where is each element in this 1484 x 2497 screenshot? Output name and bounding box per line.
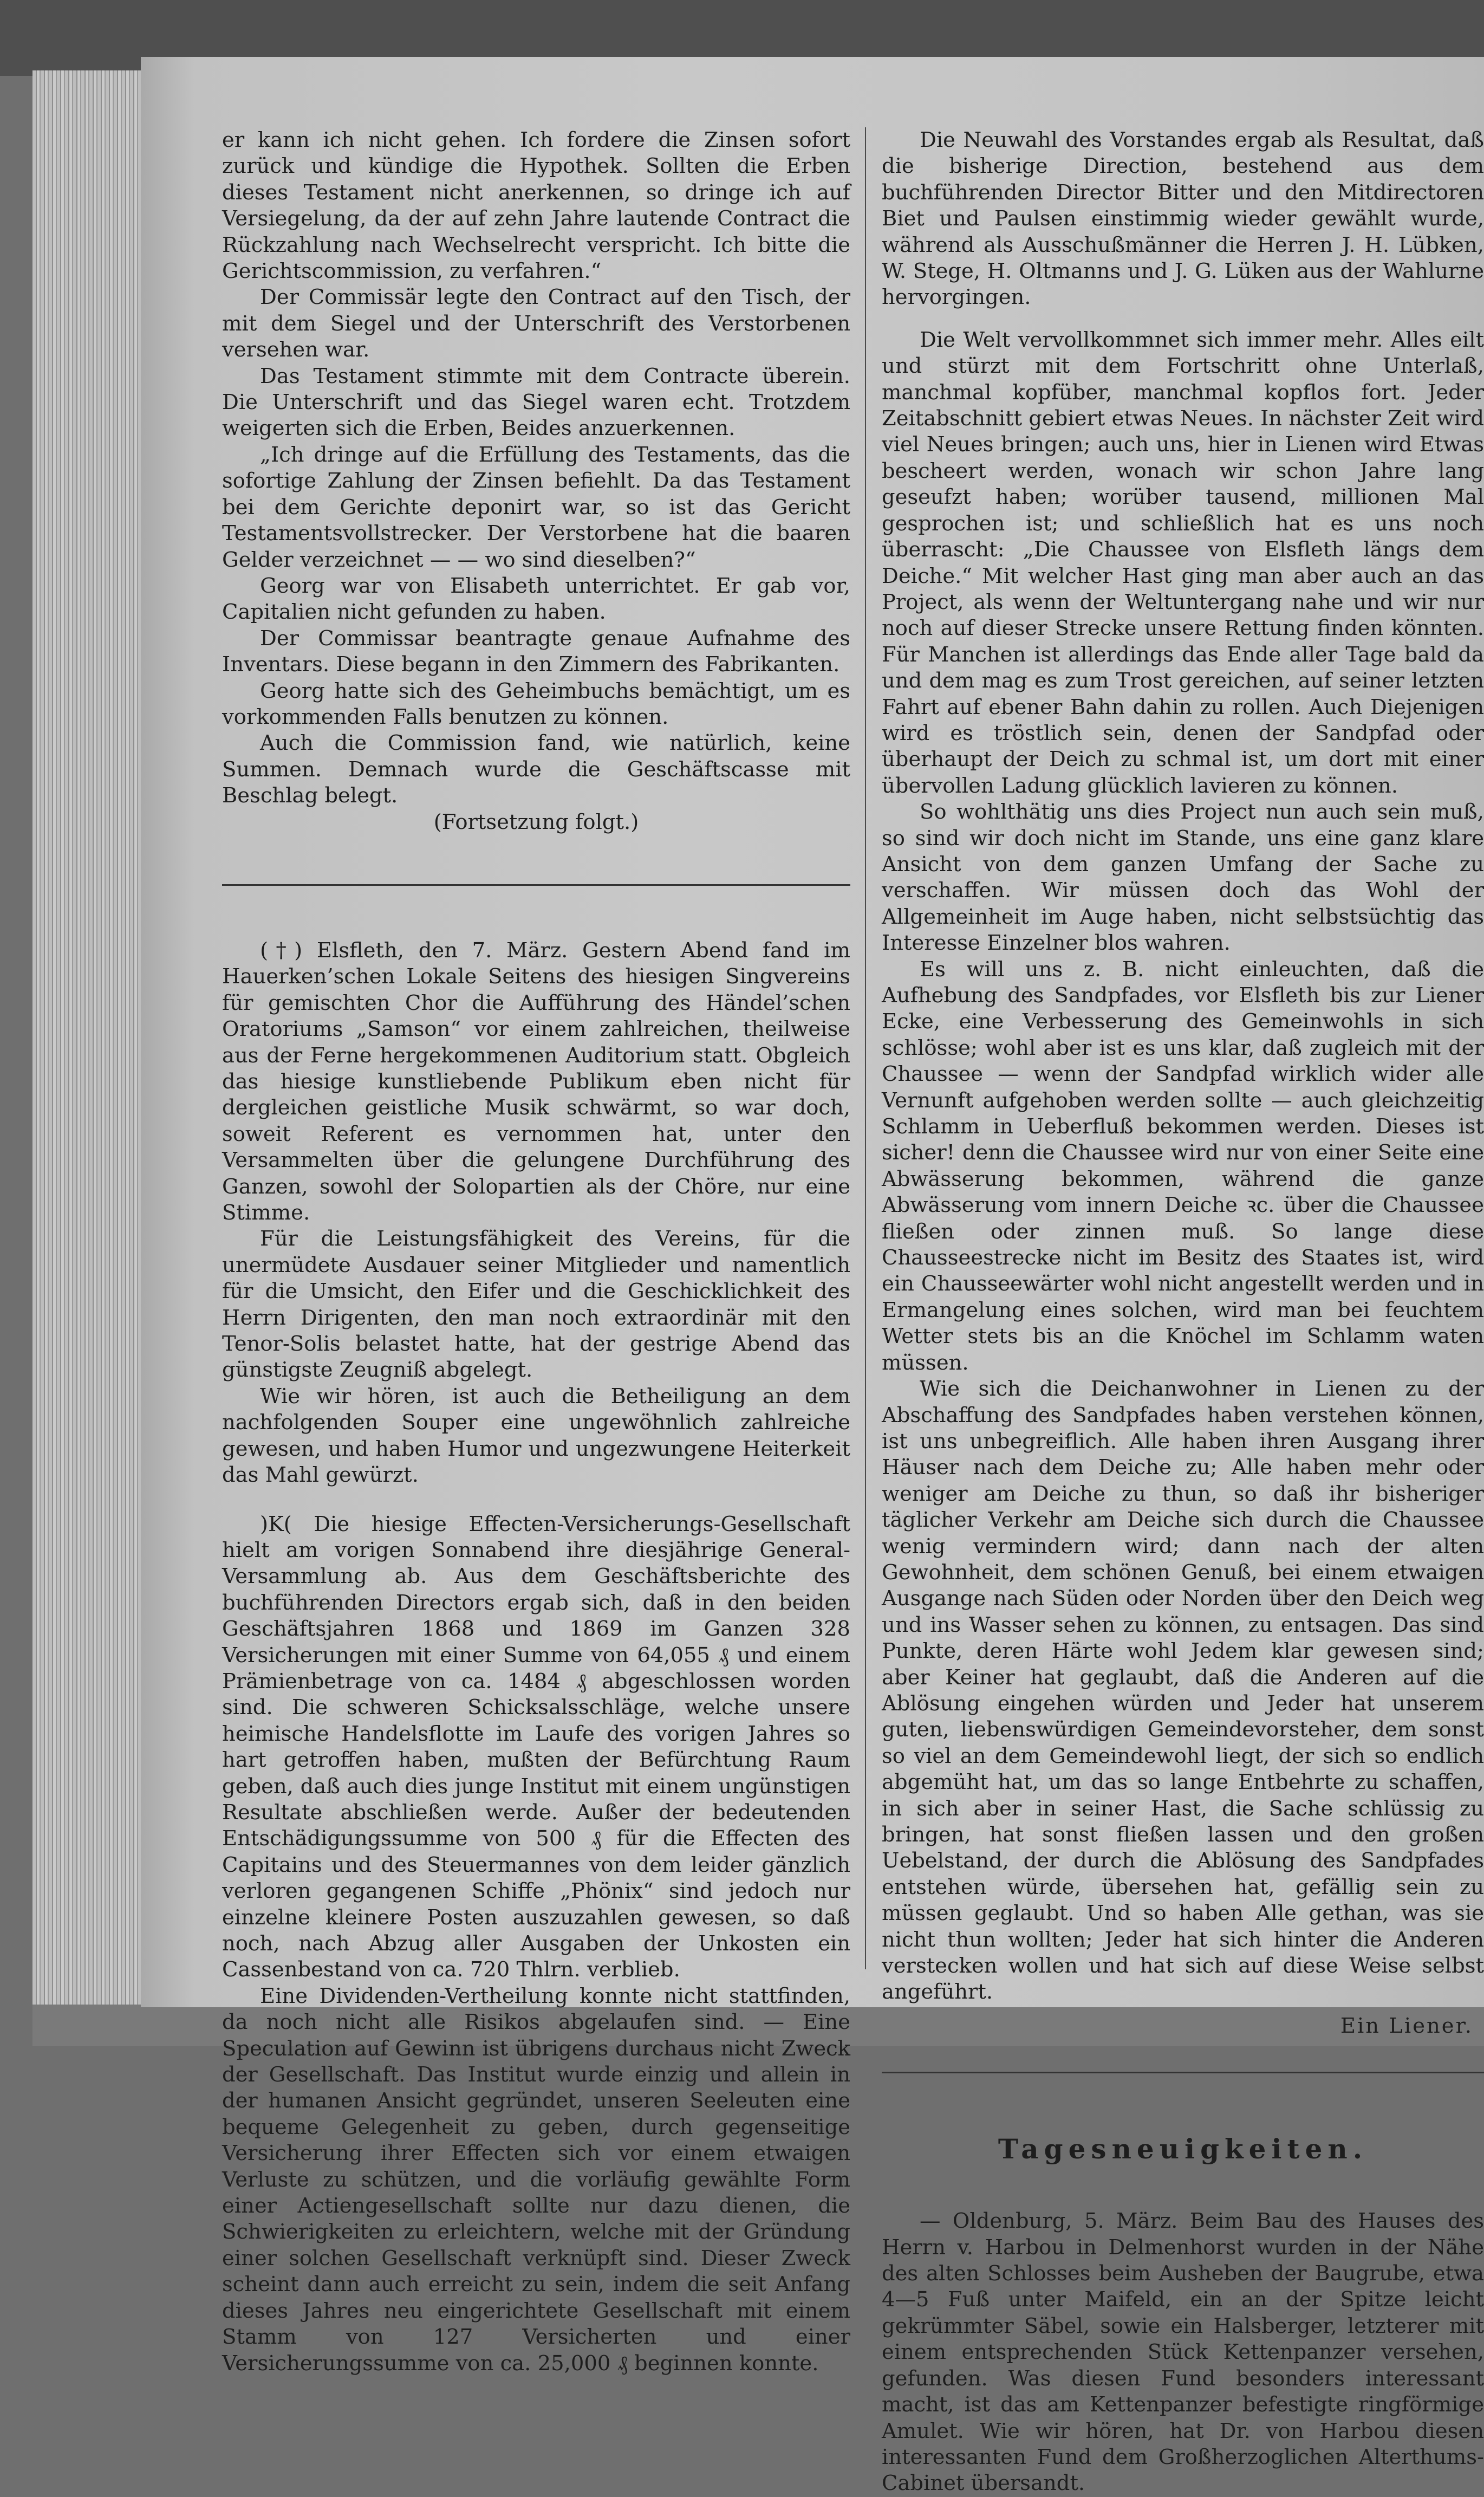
vorstand-paragraph: Die Neuwahl des Vorstandes ergab als Resultat, daß die bisherige Direction, bestehend aus dem buchführenden Director Bitter und den Mitdirectoren Biet und Paulsen einstimmig wieder gewählt wurde, während als Ausschußmänner die Herren J. H. Lübken, W. Stege, H. Oltmanns und J. G. Lüken aus der Wahlurne hervorgingen.	[882, 128, 1484, 310]
author-signature: Ein Liener.	[1340, 2013, 1473, 2038]
effecten-article	[222, 1512, 850, 2377]
section-divider	[882, 2072, 1484, 2073]
chaussee-paragraph: Die Welt vervollkommnet sich immer mehr. Alles eilt und stürzt mit dem Fortschritt ohne Unterlaß, manchmal kopfüber, manchmal kopflos fort. Jeder Zeitabschnitt gebiert etwas Neues. In nächster Zeit wird viel Neues bringen; auch uns, hier in Lienen wird Etwas bescheert werden, wonach wir schon Jahre lang geseufzt haben; worüber tausend, millionen Mal gesprochen ist; und schließlich hat es uns noch überrascht: „Die Chaussee von Elsfleth längs dem Deiche.“ Mit welcher Hast ging man aber auch an das Project, als wenn der Weltuntergang nahe und wir nur noch auf dieser Strecke unsere Rettung finden könnten. Für Manchen ist allerdings das Ende aller Tage bald da und dem mag es zum Trost gereichen, auf seiner letzten Fahrt auf ebener Bahn dahin zu rollen. Auch Diejenigen wird es tröstlich sein, denen der Sandpfad oder überhaupt der Deich zu schmal ist, um dort mit einer übervollen Ladung glücklich lavieren zu können.	[882, 327, 1484, 798]
right-column	[882, 127, 1484, 2497]
section-heading: Tagesneuigkeiten.	[998, 2133, 1368, 2165]
story-paragraph: er kann ich nicht gehen. Ich fordere die Zinsen sofort zurück und kündige die Hypothek. Sollten die Erben dieses Testament nicht anerkennen, so dringe ich auf Versiegelung, da der auf zehn Jahre lautende Contract die Rückzahlung nach Wechselrecht verspricht. Ich bitte die Gerichtscommission, zu verfahren.“	[222, 128, 850, 284]
chaussee-article	[882, 327, 1484, 2039]
story-paragraph: Auch die Commission fand, wie natürlich, keine Summen. Demnach wurde die Geschäftscasse mit Beschlag belegt.	[222, 731, 850, 808]
newspaper-page	[141, 57, 1484, 2496]
book-page-edges	[32, 70, 142, 2015]
story-paragraph: Georg war von Elisabeth unterrichtet. Er gab vor, Capitalien nicht gefunden zu haben.	[222, 573, 850, 625]
oldenburg-paragraph: — Oldenburg, 5. März. Beim Bau des Hauses des Herrn v. Harbou in Delmenhorst wurden in der Nähe des alten Schlosses beim Ausheben der Baugrube, etwa 4—5 Fuß unter Maifeld, ein an der Spitze leicht gekrümmter Säbel, sowie ein Halsberger, letzterer mit einem entsprechenden Stück Kettenpanzer versehen, gefunden. Was diesen Fund besonders interessant macht, ist das am Kettenpanzer befestigte ringförmige Amulet. Wie wir hören, hat Dr. von Harbou diesen interessanten Fund dem Großherzoglichen Alterthums-Cabinet übersandt.	[882, 2209, 1484, 2496]
left-column	[222, 127, 850, 2377]
effecten-paragraph: Eine Dividenden-Vertheilung konnte nicht stattfinden, da noch nicht alle Risikos abgelaufen sind. — Eine Speculation auf Gewinn ist übrigens durchaus nicht Zweck der Gesellschaft. Das Institut wurde einzig und allein in der humanen Ansicht gegründet, unseren Seeleuten eine bequeme Gelegenheit zu geben, durch gegenseitige Versicherung ihrer Effecten sich vor einem etwaigen Verluste zu schützen, und die vorläufig gewählte Form einer Actiengesellschaft sollte nur dazu dienen, die Schwierigkeiten zu erleichtern, welche mit der Gründung einer solchen Gesellschaft verknüpft sind. Dieser Zweck scheint dann auch erreicht zu sein, indem die seit Anfang dieses Jahres neu eingerichtete Gesellschaft mit einem Stamm von 127 Versicherten und einer Versicherungssumme von ca. 25,000 ₰ beginnen konnte.	[222, 1983, 850, 2376]
chaussee-paragraph: Wie sich die Deichanwohner in Lienen zu der Abschaffung des Sandpfades haben verstehen können, ist uns unbegreiflich. Alle haben ihren Ausgang ihrer Häuser nach dem Deiche zu; Alle haben mehr oder weniger am Deiche zu thun, so daß ihr bisheriger täglicher Verkehr am Deiche sich durch die Chaussee wenig vermindern wird; dann nach der alten Gewohnheit, dem schönen Genuß, bei einem etwaigen Ausgange nach Süden oder Norden über den Deich weg und ins Wasser sehen zu können, zu entsagen. Das sind Punkte, deren Härte wohl Jedem klar gewesen sind; aber Keiner hat geglaubt, daß die Anderen auf die Ablösung eingehen würden und Jeder hat unserem guten, liebenswürdigen Gemeindevorsteher, dem sonst so viel an dem Gemeindewohl liegt, der sich so endlich abgemüht hat, um das so lange Entbehrte zu schaffen, in sich aber in seiner Hast, die Sache schlüssig zu bringen, hat sonst fließen lassen und den großen Uebelstand, der durch die Ablösung des Sandpfades entstehen würde, übersehen hat, gefällig sein zu müssen geglaubt. Und so haben Alle gethan, was sie nicht thun wollten; Jeder hat sich hinter die Anderen verstecken wollen und hat sich auf diese Weise selbst angeführt.	[882, 1377, 1484, 2005]
chaussee-paragraph: So wohlthätig uns dies Project nun auch sein muß, so sind wir doch nicht im Stande, uns eine ganz klare Ansicht von dem ganzen Umfang der Sache zu verschaffen. Wir müssen doch das Wohl der Allgemeinheit im Auge haben, nicht selbstsüchtig das Interesse Einzelner blos wahren.	[882, 800, 1484, 956]
story-paragraph: Georg hatte sich des Geheimbuchs bemächtigt, um es vorkommenden Falls benutzen zu können.	[222, 678, 850, 729]
serial-story	[222, 127, 850, 835]
elsfleth-paragraph: (†) Elsfleth, den 7. März. Gestern Abend fand im Hauerken’schen Lokale Seitens des hiesigen Singvereins für gemischten Chor die Aufführung des Händel’schen Oratoriums „Samson“ vor einem zahlreichen, theilweise aus der Ferne hergekommenen Auditorium statt. Obgleich das hiesige kunstliebende Publikum eben nicht für dergleichen geistliche Musik schwärmt, so war doch, soweit Referent es vernommen hat, unter den Versammelten über die gelungene Durchführung des Ganzen, sowohl der Solopartien als der Chöre, nur eine Stimme.	[222, 938, 850, 1225]
article-gap	[222, 1489, 850, 1512]
elsfleth-paragraph: Für die Leistungsfähigkeit des Vereins, für die unermüdete Ausdauer seiner Mitglieder und namentlich für die Umsicht, den Eifer und die Geschicklichkeit des Herrn Dirigenten, den man noch extraordinär mit den Tenor-Solis belastet hatte, hat der gestrige Abend das günstigste Zeugniß abgelegt.	[222, 1227, 850, 1383]
effecten-paragraph: )K( Die hiesige Effecten-Versicherungs-Gesellschaft hielt am vorigen Sonnabend ihre diesjährige General-Versammlung ab. Aus dem Geschäftsberichte des buchführenden Directors ergab sich, daß in den beiden Geschäftsjahren 1868 und 1869 im Ganzen 328 Versicherungen mit einer Summe von 64,055 ₰ und einem Prämienbetrage von ca. 1484 ₰ abgeschlossen worden sind. Die schweren Schicksalsschläge, welche unsere heimische Handelsflotte im Laufe des vorigen Jahres so hart getroffen haben, mußten der Befürchtung Raum geben, daß auch dies junge Institut mit einem ungünstigen Resultate abschließen werde. Außer der bedeutenden Entschädigungssumme von 500 ₰ für die Effecten des Capitains und des Steuermannes von dem leider gänzlich verloren gegangenen Schiffe „Phönix“ sind jedoch nur einzelne kleinere Posten auszuzahlen gewesen, so daß noch, nach Abzug aller Ausgaben der Unkosten ein Cassenbestand von ca. 720 Thlrn. verblieb.	[222, 1512, 850, 1982]
chaussee-paragraph: Es will uns z. B. nicht einleuchten, daß die Aufhebung des Sandpfades, vor Elsfleth bis zur Liener Ecke, eine Verbesserung des Gemeinwohls in sich schlösse; wohl aber ist es uns klar, daß zugleich mit der Chaussee — wenn der Sandpfad wirklich wider alle Vernunft aufgehoben werden sollte — auch gleichzeitig Schlamm in Ueberfluß bekommen werden. Dieses ist sicher! denn die Chaussee wird nur von einer Seite eine Abwässerung bekommen, während die ganze Abwässerung vom innern Deiche ꝛc. über die Chaussee fließen oder zinnen muß. So lange diese Chausseestrecke nicht im Besitz des Staates ist, wird ein Chausseewärter wohl nicht angestellt werden und in Ermangelung eines solchen, wird man bei feuchtem Wetter stets bis an die Knöchel im Schlamm waten müssen.	[882, 957, 1484, 1375]
story-paragraph: Der Commissär legte den Contract auf den Tisch, der mit dem Siegel und der Unterschrift des Verstorbenen versehen war.	[222, 285, 850, 362]
section-divider	[222, 884, 850, 886]
story-paragraph: Der Commissar beantragte genaue Aufnahme des Inventars. Diese begann in den Zimmern des Fabrikanten.	[222, 626, 850, 677]
story-paragraph: Das Testament stimmte mit dem Contracte überein. Die Unterschrift und das Siegel waren echt. Trotzdem weigerten sich die Erben, Beides anzuerkennen.	[222, 364, 850, 441]
elsfleth-article	[222, 938, 850, 1489]
column-rule	[865, 127, 866, 1969]
story-paragraph: „Ich dringe auf die Erfüllung des Testaments, das die sofortige Zahlung der Zinsen befiehlt. Da das Testament bei dem Gerichte deponirt war, so ist das Gericht Testamentsvollstrecker. Der Verstorbene hat die baaren Gelder verzeichnet — — wo sind dieselben?“	[222, 442, 850, 572]
elsfleth-paragraph: Wie wir hören, ist auch die Betheiligung an dem nachfolgenden Souper eine ungewöhnlich zahlreiche gewesen, und haben Humor und ungezwungene Heiterkeit das Mahl gewürzt.	[222, 1384, 850, 1488]
continuation-note: (Fortsetzung folgt.)	[433, 809, 639, 834]
